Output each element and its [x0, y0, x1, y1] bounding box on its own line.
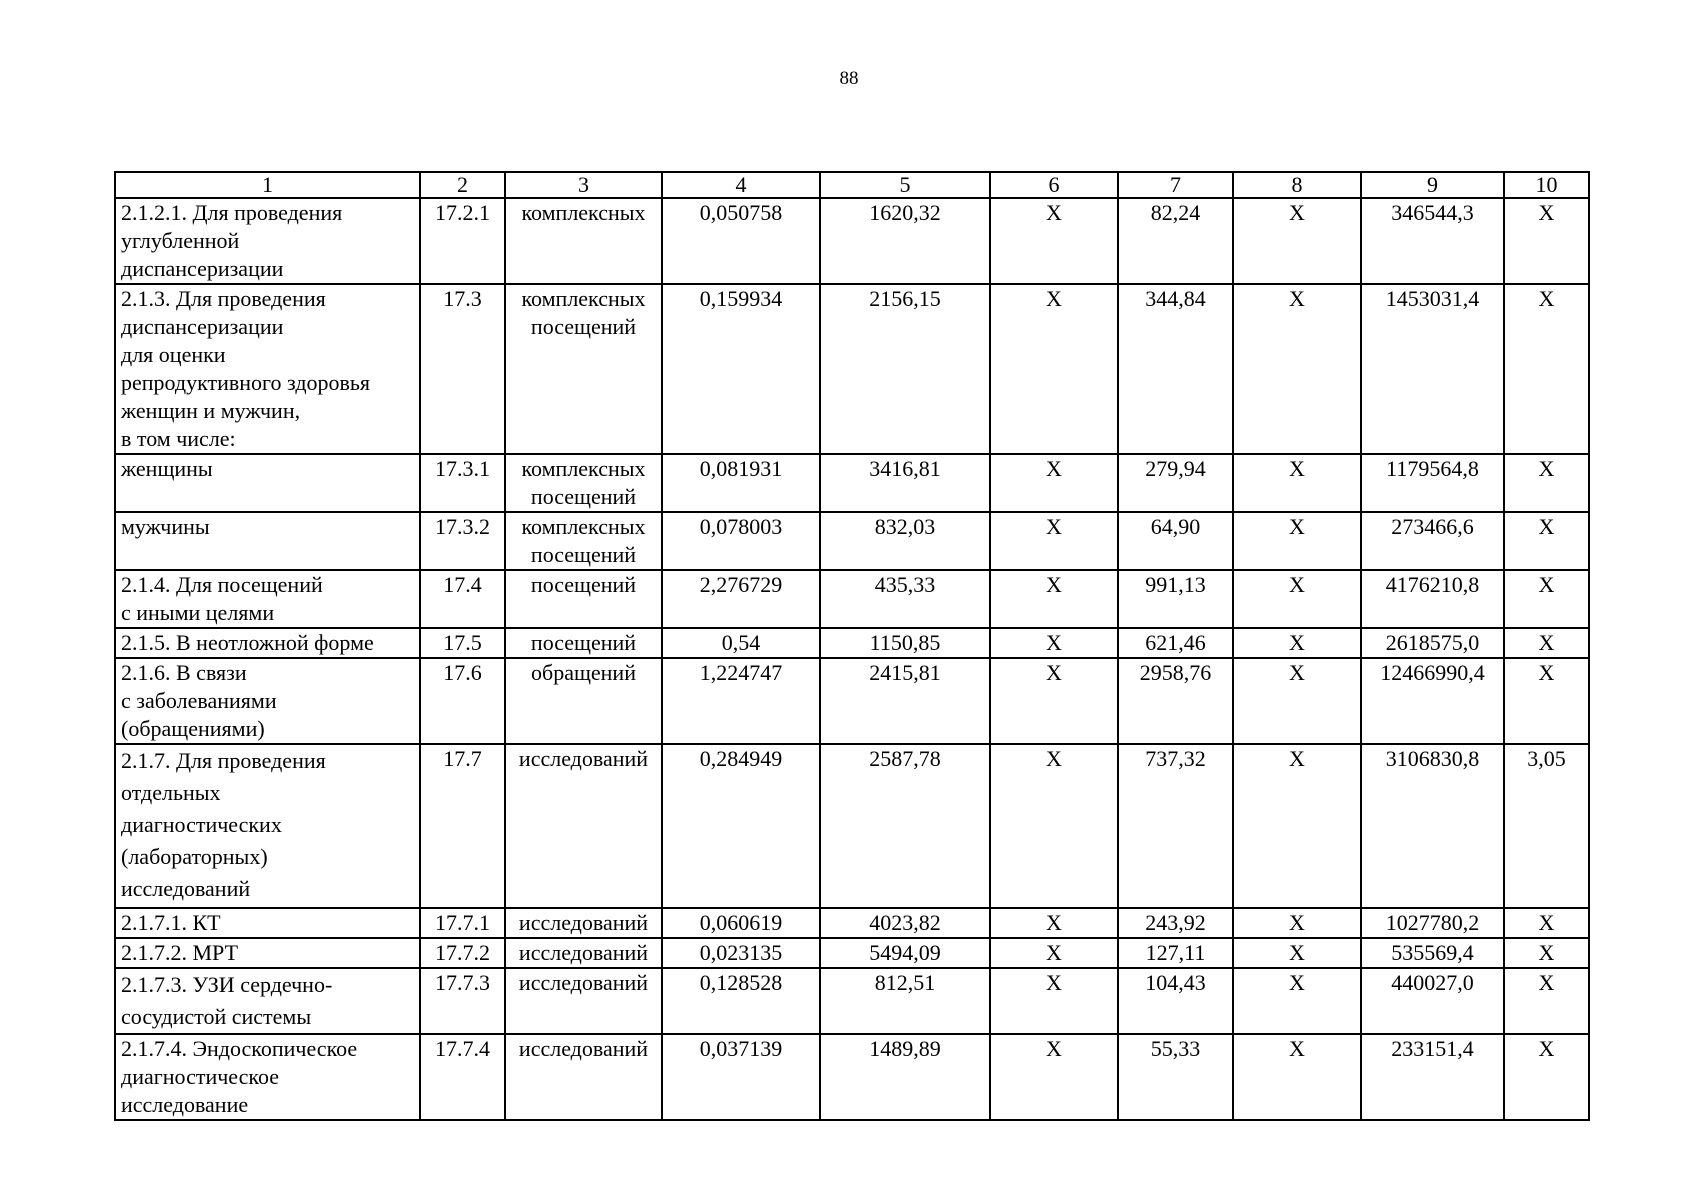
column-header: 4 — [662, 172, 820, 198]
row-name: 2.1.2.1. Для проведения углубленной диспансеризации — [115, 198, 420, 284]
cell-col8: X — [1233, 628, 1361, 658]
cell-col6: X — [990, 938, 1118, 968]
cell-col8: X — [1233, 198, 1361, 284]
cell-col7: 737,32 — [1118, 744, 1233, 908]
cell-col6: X — [990, 628, 1118, 658]
column-header: 5 — [820, 172, 990, 198]
row-unit: комплексных посещений — [505, 454, 662, 512]
cell-col10: X — [1504, 284, 1589, 454]
cell-col9: 1027780,2 — [1361, 908, 1504, 938]
cell-col10: X — [1504, 454, 1589, 512]
cell-col7: 127,11 — [1118, 938, 1233, 968]
cell-col9: 535569,4 — [1361, 938, 1504, 968]
cell-col10: X — [1504, 570, 1589, 628]
row-code: 17.7.1 — [420, 908, 505, 938]
page-number: 88 — [839, 68, 859, 89]
row-unit: исследований — [505, 968, 662, 1034]
table-row — [115, 1034, 1589, 1120]
cell-col10: X — [1504, 198, 1589, 284]
cell-col6: X — [990, 512, 1118, 570]
cell-col4: 0,023135 — [662, 938, 820, 968]
cell-col7: 55,33 — [1118, 1034, 1233, 1120]
row-name: 2.1.7. Для проведения отдельных диагностических (лабораторных) исследований — [115, 744, 420, 908]
cell-col10: X — [1504, 1034, 1589, 1120]
cell-col5: 2415,81 — [820, 658, 990, 744]
cell-col10: X — [1504, 938, 1589, 968]
row-code: 17.5 — [420, 628, 505, 658]
cell-col9: 1453031,4 — [1361, 284, 1504, 454]
cell-col9: 273466,6 — [1361, 512, 1504, 570]
column-header: 7 — [1118, 172, 1233, 198]
cell-col10: X — [1504, 908, 1589, 938]
cell-col4: 0,078003 — [662, 512, 820, 570]
cell-col7: 64,90 — [1118, 512, 1233, 570]
cell-col4: 0,081931 — [662, 454, 820, 512]
cell-col4: 0,159934 — [662, 284, 820, 454]
cell-col6: X — [990, 570, 1118, 628]
table-header-row — [115, 172, 1589, 198]
cell-col9: 4176210,8 — [1361, 570, 1504, 628]
cell-col4: 0,128528 — [662, 968, 820, 1034]
column-header: 9 — [1361, 172, 1504, 198]
row-name: женщины — [115, 454, 420, 512]
row-unit: посещений — [505, 570, 662, 628]
row-code: 17.7.2 — [420, 938, 505, 968]
table-row — [115, 658, 1589, 744]
cell-col7: 243,92 — [1118, 908, 1233, 938]
row-unit: исследований — [505, 1034, 662, 1120]
cell-col7: 279,94 — [1118, 454, 1233, 512]
cell-col8: X — [1233, 284, 1361, 454]
row-name: 2.1.7.4. Эндоскопическое диагностическое исследование — [115, 1034, 420, 1120]
row-code: 17.7.3 — [420, 968, 505, 1034]
row-name: 2.1.7.1. КТ — [115, 908, 420, 938]
cell-col4: 0,037139 — [662, 1034, 820, 1120]
row-name: 2.1.6. В связи с заболеваниями (обращениями) — [115, 658, 420, 744]
row-name: 2.1.4. Для посещений с иными целями — [115, 570, 420, 628]
row-code: 17.4 — [420, 570, 505, 628]
cell-col6: X — [990, 454, 1118, 512]
cell-col6: X — [990, 658, 1118, 744]
row-unit: исследований — [505, 908, 662, 938]
cell-col4: 1,224747 — [662, 658, 820, 744]
row-code: 17.7 — [420, 744, 505, 908]
cell-col9: 233151,4 — [1361, 1034, 1504, 1120]
cell-col4: 0,284949 — [662, 744, 820, 908]
data-table — [114, 171, 1590, 1121]
cell-col5: 5494,09 — [820, 938, 990, 968]
cell-col8: X — [1233, 658, 1361, 744]
cell-col5: 435,33 — [820, 570, 990, 628]
cell-col8: X — [1233, 968, 1361, 1034]
cell-col10: 3,05 — [1504, 744, 1589, 908]
cell-col8: X — [1233, 938, 1361, 968]
cell-col5: 812,51 — [820, 968, 990, 1034]
cell-col6: X — [990, 744, 1118, 908]
row-code: 17.3.2 — [420, 512, 505, 570]
row-name: 2.1.7.3. УЗИ сердечно- сосудистой системы — [115, 968, 420, 1034]
row-name: 2.1.3. Для проведения диспансеризации для оценки репродуктивного здоровья женщин и мужчин, в том числе: — [115, 284, 420, 454]
column-header: 6 — [990, 172, 1118, 198]
cell-col5: 1620,32 — [820, 198, 990, 284]
cell-col5: 4023,82 — [820, 908, 990, 938]
row-unit: обращений — [505, 658, 662, 744]
table-row — [115, 198, 1589, 284]
row-name: 2.1.7.2. МРТ — [115, 938, 420, 968]
cell-col4: 0,050758 — [662, 198, 820, 284]
cell-col8: X — [1233, 570, 1361, 628]
cell-col8: X — [1233, 1034, 1361, 1120]
cell-col6: X — [990, 198, 1118, 284]
table-row — [115, 908, 1589, 938]
cell-col7: 104,43 — [1118, 968, 1233, 1034]
table-row — [115, 570, 1589, 628]
row-unit: комплексных посещений — [505, 512, 662, 570]
row-code: 17.3.1 — [420, 454, 505, 512]
cell-col4: 0,54 — [662, 628, 820, 658]
cell-col9: 2618575,0 — [1361, 628, 1504, 658]
cell-col10: X — [1504, 628, 1589, 658]
cell-col6: X — [990, 284, 1118, 454]
row-name: мужчины — [115, 512, 420, 570]
cell-col5: 832,03 — [820, 512, 990, 570]
cell-col8: X — [1233, 454, 1361, 512]
row-unit: комплексных — [505, 198, 662, 284]
column-header: 8 — [1233, 172, 1361, 198]
cell-col9: 1179564,8 — [1361, 454, 1504, 512]
table-row — [115, 628, 1589, 658]
cell-col5: 2156,15 — [820, 284, 990, 454]
row-unit: комплексных посещений — [505, 284, 662, 454]
cell-col4: 0,060619 — [662, 908, 820, 938]
column-header: 2 — [420, 172, 505, 198]
cell-col9: 12466990,4 — [1361, 658, 1504, 744]
cell-col8: X — [1233, 512, 1361, 570]
table-row — [115, 938, 1589, 968]
row-unit: посещений — [505, 628, 662, 658]
cell-col6: X — [990, 1034, 1118, 1120]
row-unit: исследований — [505, 744, 662, 908]
cell-col10: X — [1504, 658, 1589, 744]
table-row — [115, 744, 1589, 908]
cell-col4: 2,276729 — [662, 570, 820, 628]
cell-col7: 82,24 — [1118, 198, 1233, 284]
cell-col8: X — [1233, 744, 1361, 908]
table-row — [115, 968, 1589, 1034]
row-code: 17.6 — [420, 658, 505, 744]
cell-col7: 991,13 — [1118, 570, 1233, 628]
cell-col5: 1150,85 — [820, 628, 990, 658]
column-header: 1 — [115, 172, 420, 198]
cell-col6: X — [990, 908, 1118, 938]
row-name: 2.1.5. В неотложной форме — [115, 628, 420, 658]
row-unit: исследований — [505, 938, 662, 968]
table-row — [115, 454, 1589, 512]
cell-col9: 440027,0 — [1361, 968, 1504, 1034]
cell-col5: 3416,81 — [820, 454, 990, 512]
table-row — [115, 284, 1589, 454]
cell-col7: 2958,76 — [1118, 658, 1233, 744]
table-row — [115, 512, 1589, 570]
cell-col10: X — [1504, 968, 1589, 1034]
row-code: 17.7.4 — [420, 1034, 505, 1120]
row-code: 17.2.1 — [420, 198, 505, 284]
column-header: 10 — [1504, 172, 1589, 198]
cell-col5: 1489,89 — [820, 1034, 990, 1120]
cell-col7: 621,46 — [1118, 628, 1233, 658]
cell-col10: X — [1504, 512, 1589, 570]
cell-col5: 2587,78 — [820, 744, 990, 908]
cell-col9: 3106830,8 — [1361, 744, 1504, 908]
row-code: 17.3 — [420, 284, 505, 454]
cell-col7: 344,84 — [1118, 284, 1233, 454]
cell-col9: 346544,3 — [1361, 198, 1504, 284]
cell-col8: X — [1233, 908, 1361, 938]
column-header: 3 — [505, 172, 662, 198]
cell-col6: X — [990, 968, 1118, 1034]
